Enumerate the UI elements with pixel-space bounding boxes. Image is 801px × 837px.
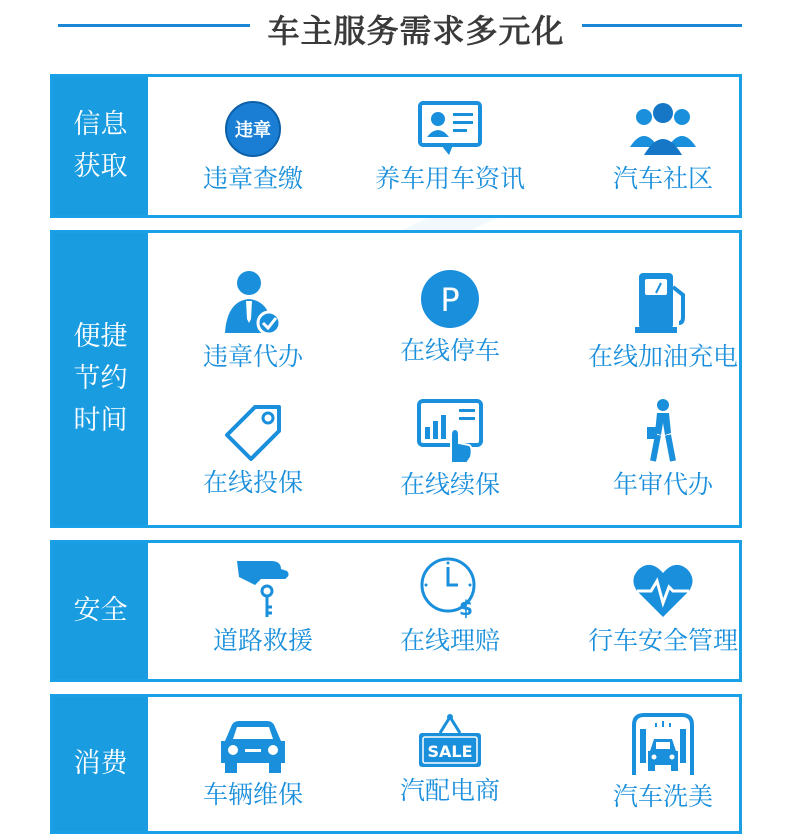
sale-sign-icon: [415, 711, 485, 771]
item-caption: 养车用车资讯: [374, 164, 525, 193]
section-info: [50, 74, 742, 218]
tag-icon: [221, 401, 285, 463]
section-label: [53, 697, 148, 831]
walking-person-icon: [643, 397, 683, 465]
item-caption: 汽配电商: [399, 776, 500, 805]
page-title: 车主服务需求多元化: [267, 12, 565, 50]
item-car-maintenance[interactable]: [153, 717, 353, 811]
violation-badge-icon: [223, 99, 283, 159]
heart-pulse-icon: [631, 561, 695, 621]
car-icon: [217, 717, 289, 775]
violation-badge-text: 违章: [235, 120, 271, 141]
item-annual-inspect[interactable]: [563, 397, 763, 501]
item-caption: 在线投保: [202, 468, 303, 497]
title-rule-right: [582, 24, 742, 27]
fuel-pump-icon: [633, 267, 693, 337]
item-online-parking[interactable]: [350, 267, 550, 367]
section-label: [53, 77, 148, 215]
parking-icon: [418, 267, 482, 331]
item-online-renew[interactable]: [350, 397, 550, 501]
title-rule-left: [58, 24, 250, 27]
item-caption: 汽车洗美: [612, 782, 713, 811]
item-drive-safety[interactable]: [563, 561, 763, 657]
item-caption: 在线停车: [399, 336, 500, 365]
item-caption: 违章查缴: [202, 164, 303, 193]
item-caption: 在线理赔: [399, 626, 500, 655]
sale-sign-text: SALE: [427, 742, 473, 761]
item-caption: 道路救援: [212, 626, 313, 655]
clock-dollar-icon: [418, 555, 482, 621]
section-label-text: 信息获取: [73, 109, 128, 182]
svg-text:$: $: [459, 596, 473, 620]
item-caption: 违章代办: [202, 342, 303, 371]
item-caption: 车辆维保: [202, 780, 303, 809]
item-online-claim[interactable]: [350, 555, 550, 657]
section-consumption: [50, 694, 742, 834]
header: [0, 0, 801, 60]
section-convenience: [50, 230, 742, 528]
item-violation-query[interactable]: [153, 99, 353, 195]
item-car-wash[interactable]: [563, 711, 763, 813]
item-caption: 在线续保: [399, 470, 500, 499]
item-community[interactable]: [563, 99, 763, 195]
item-parts-ecommerce[interactable]: [350, 711, 550, 807]
item-road-rescue[interactable]: [163, 555, 363, 657]
parking-letter: P: [440, 281, 460, 319]
section-label-text: 消费: [73, 748, 128, 779]
item-caption: 年审代办: [612, 470, 713, 499]
community-icon: [628, 99, 698, 159]
item-fuel-charge[interactable]: [563, 267, 763, 373]
section-label: [53, 543, 148, 679]
section-safety: [50, 540, 742, 682]
item-online-insure[interactable]: [153, 401, 353, 499]
section-label-text: 安全: [73, 595, 128, 626]
section-label: [53, 233, 148, 525]
item-car-info[interactable]: [350, 99, 550, 195]
info-card-icon: [417, 99, 483, 159]
section-label-text: 便捷节约时间: [73, 321, 128, 436]
hand-key-icon: [231, 555, 295, 621]
item-caption: 在线加油充电: [587, 342, 738, 371]
car-wash-icon: [628, 711, 698, 777]
agent-person-icon: [221, 267, 285, 337]
item-caption: 行车安全管理: [587, 626, 738, 655]
item-violation-agent[interactable]: [153, 267, 353, 373]
item-caption: 汽车社区: [612, 164, 713, 193]
tablet-chart-icon: [415, 397, 485, 465]
